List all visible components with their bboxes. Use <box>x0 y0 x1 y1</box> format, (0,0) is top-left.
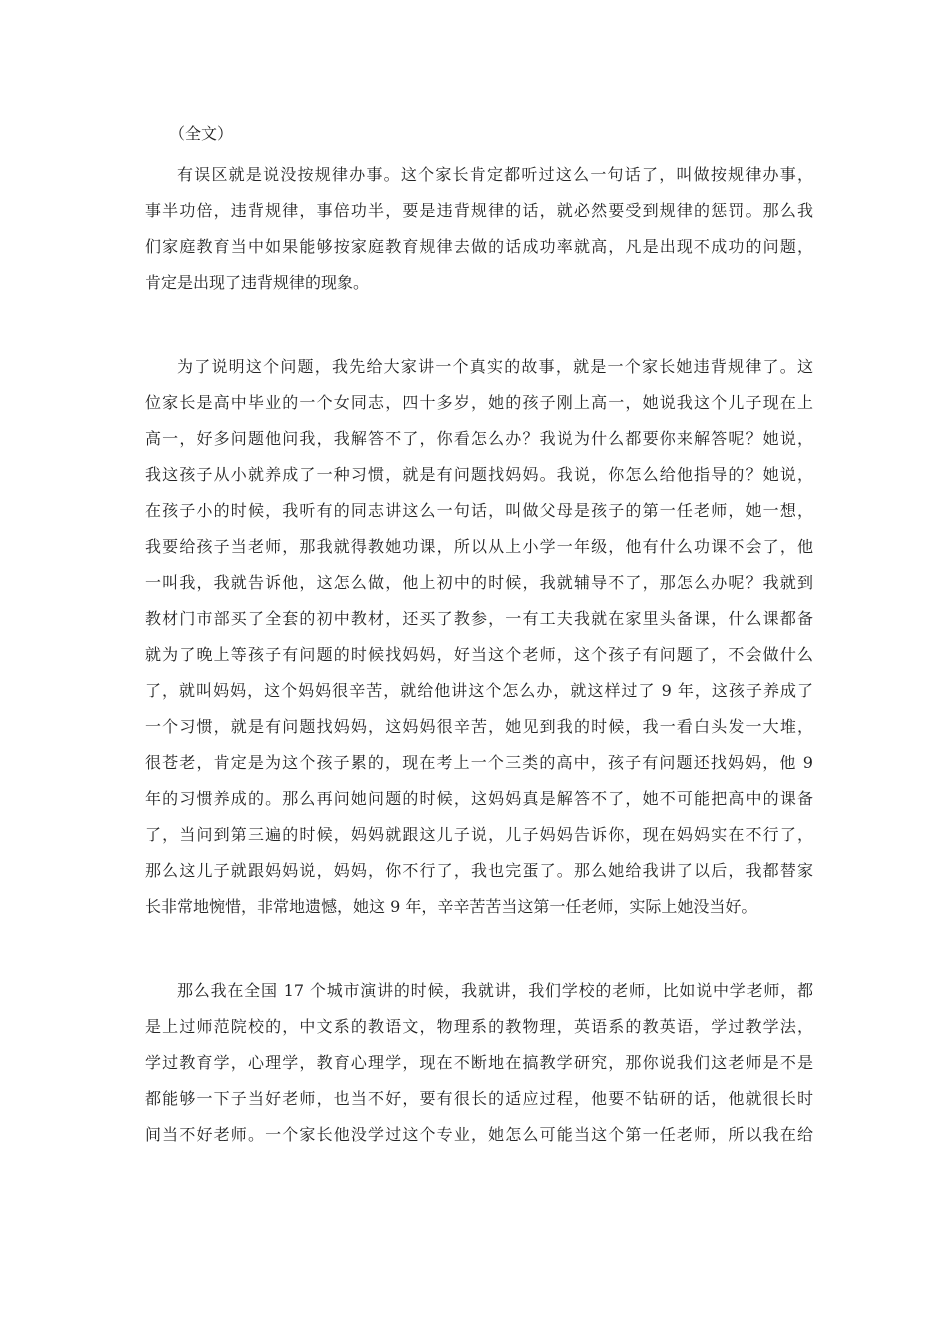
paragraph-line: 都能够一下子当好老师，也当不好，要有很长的适应过程，他要不钻研的话，他就很长时 <box>145 1089 813 1108</box>
document-heading: （全文） <box>169 124 234 143</box>
paragraph-spacer <box>145 301 813 349</box>
paragraph-line: 年的习惯养成的。那么再问她问题的时候，这妈妈真是解答不了，她不可能把高中的课备 <box>145 789 813 808</box>
paragraph-line: 高一，好多问题他问我，我解答不了，你看怎么办？我说为什么都要你来解答呢？她说， <box>145 429 813 448</box>
paragraph-line: 是上过师范院校的，中文系的教语文，物理系的教物理，英语系的教英语，学过教学法， <box>145 1017 813 1036</box>
paragraph-line: 我要给孩子当老师，那我就得教她功课，所以从上小学一年级，他有什么功课不会了，他 <box>145 537 813 556</box>
paragraph-1 <box>145 157 813 301</box>
paragraph-line: 们家庭教育当中如果能够按家庭教育规律去做的话成功率就高，凡是出现不成功的问题， <box>145 237 813 256</box>
paragraph-line: 间当不好老师。一个家长他没学过这个专业，她怎么可能当这个第一任老师，所以我在给 <box>145 1125 813 1144</box>
paragraph-line: 一叫我，我就告诉他，这怎么做，他上初中的时候，我就辅导不了，那怎么办呢？我就到 <box>145 573 813 592</box>
paragraph-line: 位家长是高中毕业的一个女同志，四十多岁，她的孩子刚上高一，她说我这个儿子现在上 <box>145 393 813 412</box>
paragraph-spacer <box>145 925 813 973</box>
paragraph-line: 学过教育学，心理学，教育心理学，现在不断地在搞教学研究，那你说我们这老师是不是 <box>145 1053 813 1072</box>
paragraph-line: 教材门市部买了全套的初中教材，还买了教参，一有工夫我就在家里头备课，什么课都备 <box>145 609 813 628</box>
paragraph-line: 为了说明这个问题，我先给大家讲一个真实的故事，就是一个家长她违背规律了。这 <box>177 357 813 376</box>
paragraph-line: 有误区就是说没按规律办事。这个家长肯定都听过这么一句话了，叫做按规律办事， <box>177 165 813 184</box>
paragraph-3 <box>145 973 813 1153</box>
paragraph-line: 就为了晚上等孩子有问题的时候找妈妈，好当这个老师，这个孩子有问题了，不会做什么 <box>145 645 813 664</box>
paragraph-line: 很苍老，肯定是为这个孩子累的，现在考上一个三类的高中，孩子有问题还找妈妈，他 9 <box>145 753 813 772</box>
paragraph-line: 长非常地惋惜，非常地遗憾，她这 9 年，辛辛苦苦当这第一任老师，实际上她没当好。 <box>145 897 758 916</box>
paragraph-line: 我这孩子从小就养成了一种习惯，就是有问题找妈妈。我说，你怎么给他指导的？她说， <box>145 465 813 484</box>
paragraph-line: 那么这儿子就跟妈妈说，妈妈，你不行了，我也完蛋了。那么她给我讲了以后，我都替家 <box>145 861 813 880</box>
paragraph-line: 一个习惯，就是有问题找妈妈，这妈妈很辛苦，她见到我的时候，我一看白头发一大堆， <box>145 717 813 736</box>
paragraph-line: 那么我在全国 17 个城市演讲的时候，我就讲，我们学校的老师，比如说中学老师，都 <box>177 981 813 1000</box>
document-body <box>145 121 813 1153</box>
paragraph-2 <box>145 349 813 925</box>
paragraph-line: 事半功倍，违背规律，事倍功半，要是违背规律的话，就必然要受到规律的惩罚。那么我 <box>145 201 813 220</box>
paragraph-line: 肯定是出现了违背规律的现象。 <box>145 273 370 292</box>
paragraph-line: 了，当问到第三遍的时候，妈妈就跟这儿子说，儿子妈妈告诉你，现在妈妈实在不行了， <box>145 825 813 844</box>
paragraph-line: 在孩子小的时候，我听有的同志讲这么一句话，叫做父母是孩子的第一任老师，她一想， <box>145 501 813 520</box>
paragraph-line: 了，就叫妈妈，这个妈妈很辛苦，就给他讲这个怎么办，就这样过了 9 年，这孩子养成了 <box>145 681 813 700</box>
